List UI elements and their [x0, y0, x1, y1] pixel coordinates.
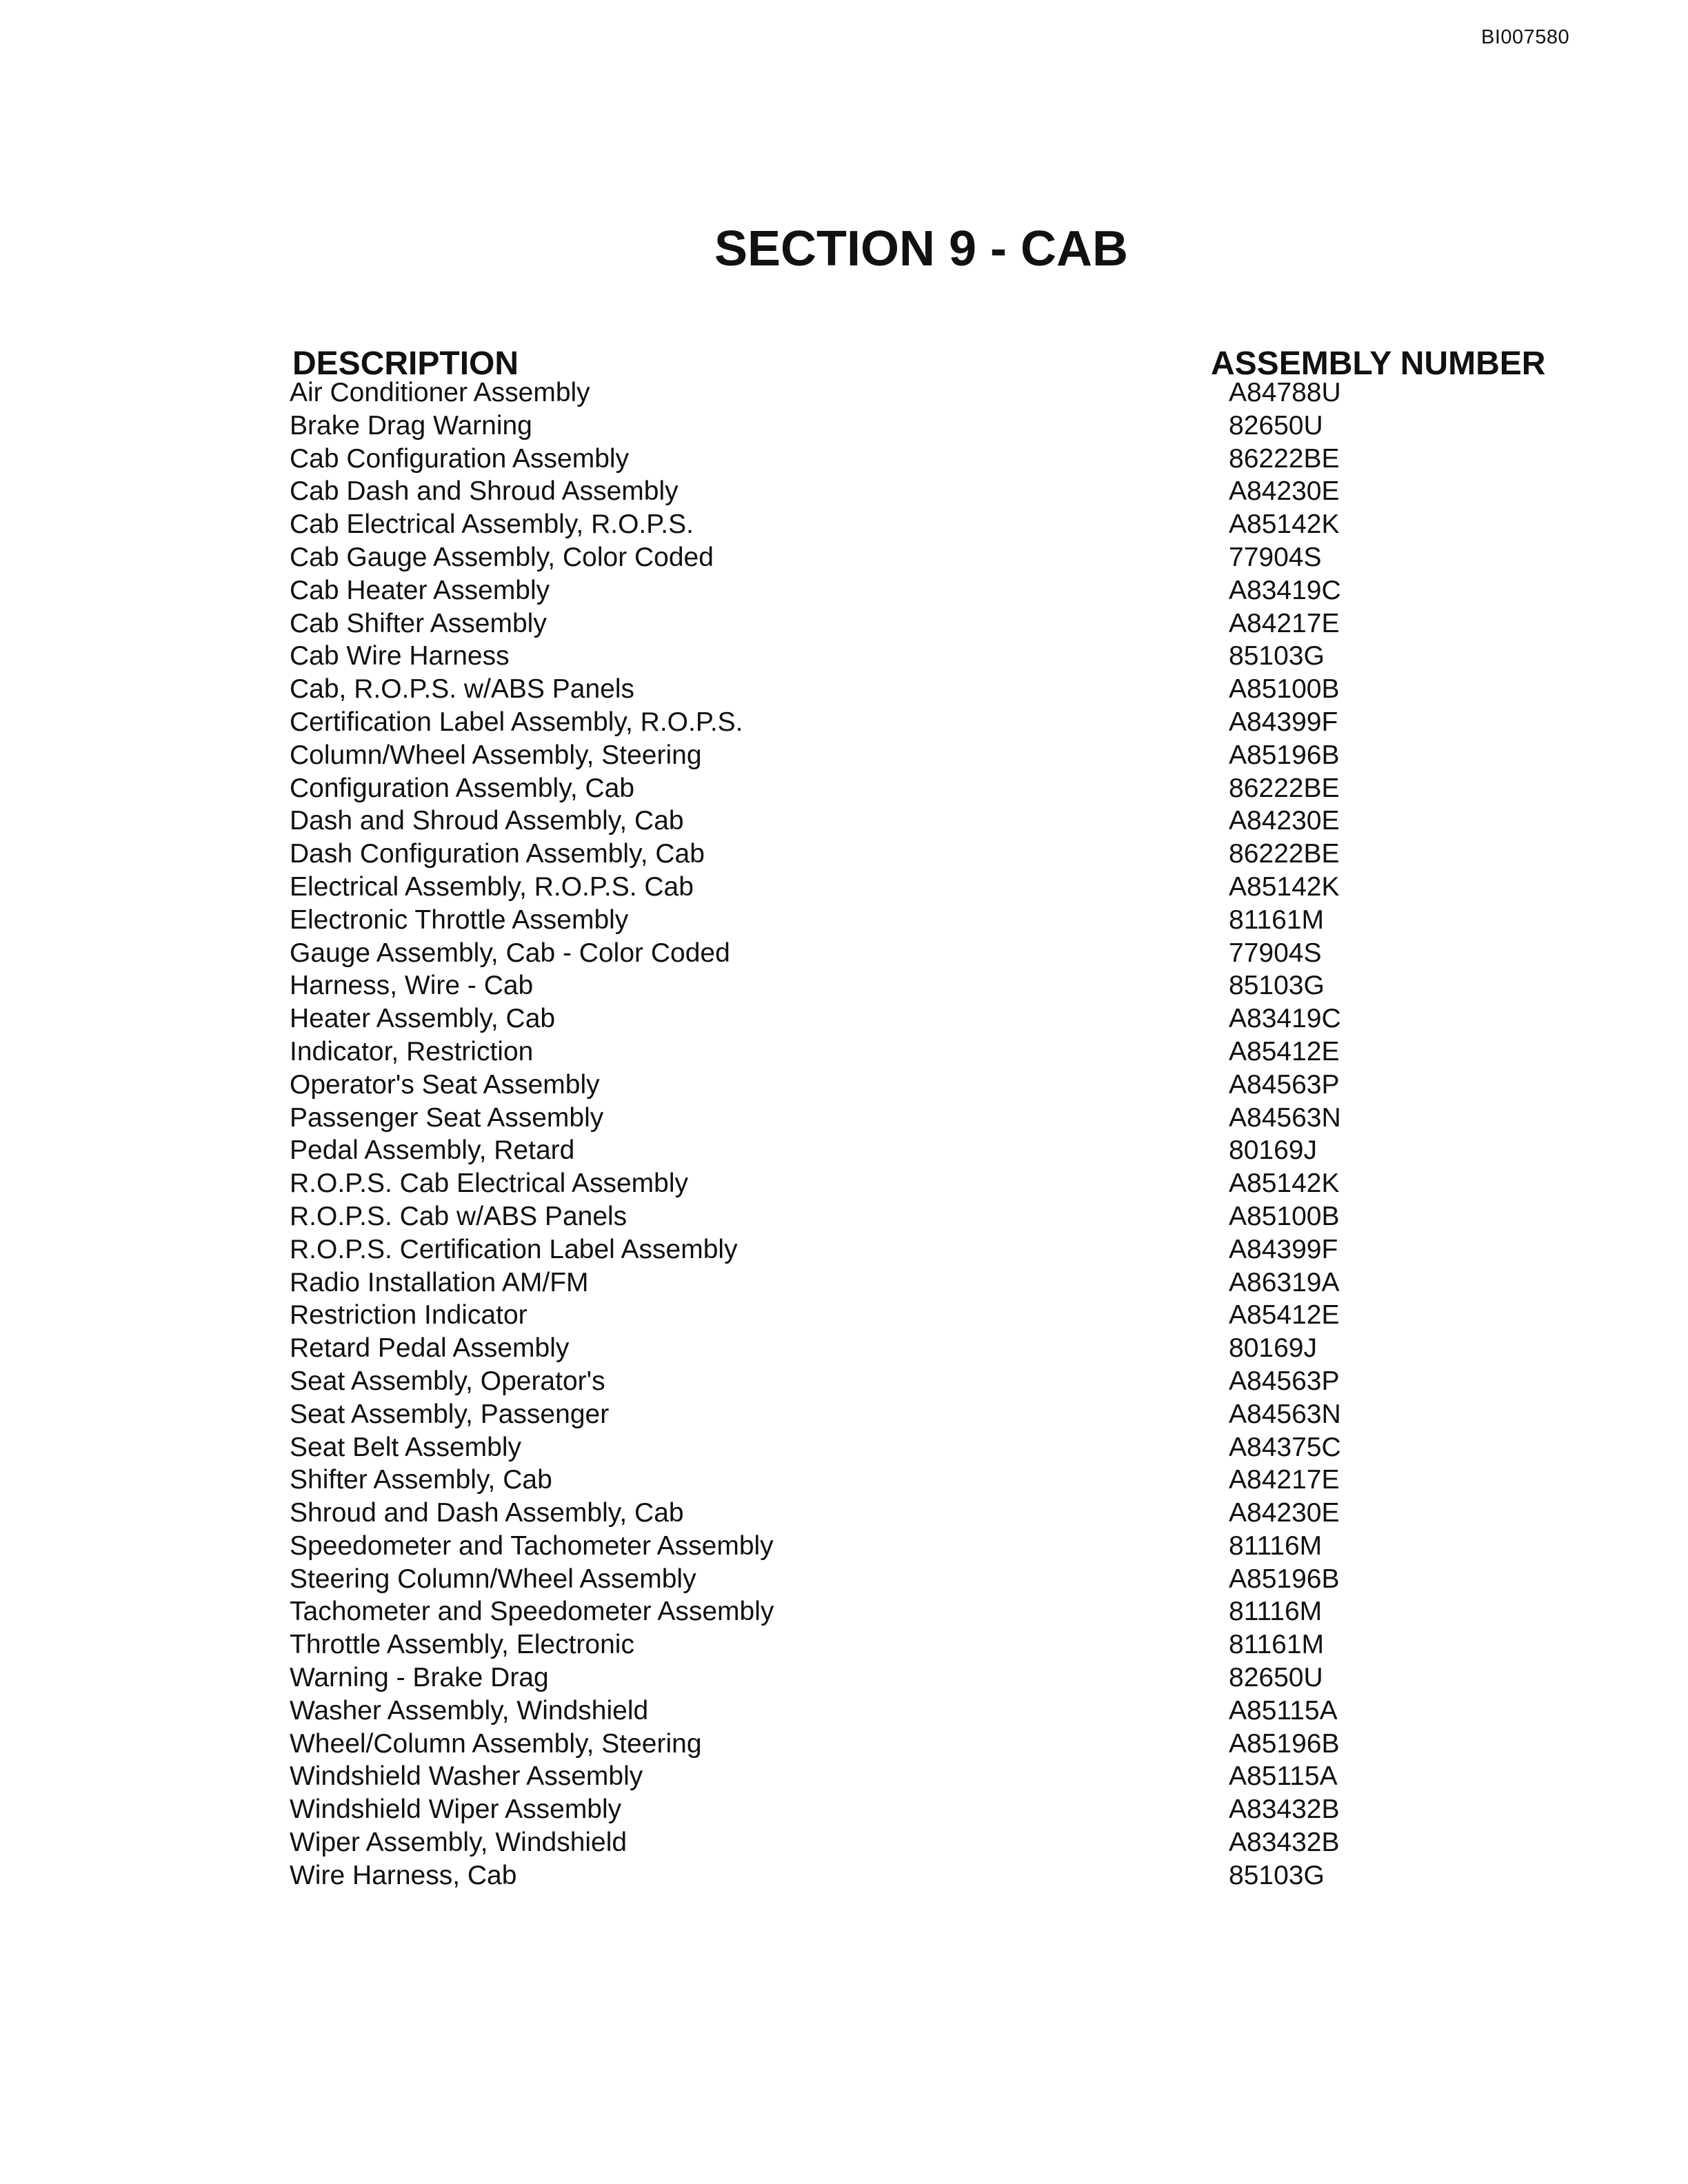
- item-assembly-number: A84563P: [1229, 1069, 1340, 1100]
- item-assembly-number: 81116M: [1229, 1530, 1323, 1561]
- list-item: [0, 1102, 1688, 1135]
- list-item: [0, 607, 1688, 640]
- list-item: [0, 706, 1688, 739]
- item-description: Air Conditioner Assembly: [290, 378, 590, 407]
- list-item: [0, 443, 1688, 476]
- item-description: Washer Assembly, Windshield: [290, 1695, 649, 1726]
- item-assembly-number: 82650U: [1229, 410, 1323, 441]
- item-assembly-number: A84230E: [1229, 1498, 1340, 1528]
- list-item: [0, 1200, 1688, 1233]
- item-description: Pedal Assembly, Retard: [290, 1135, 575, 1166]
- item-description: Restriction Indicator: [290, 1300, 528, 1331]
- list-item: [0, 508, 1688, 541]
- list-item: [0, 1628, 1688, 1661]
- item-description: Windshield Wiper Assembly: [290, 1794, 622, 1825]
- list-item: [0, 1728, 1688, 1761]
- item-description: Seat Assembly, Operator's: [290, 1366, 605, 1396]
- list-item: [0, 805, 1688, 838]
- list-item: [0, 1595, 1688, 1628]
- list-item: [0, 772, 1688, 805]
- item-assembly-number: A84230E: [1229, 476, 1340, 507]
- item-assembly-number: 85103G: [1229, 1860, 1325, 1890]
- item-assembly-number: A84788U: [1229, 378, 1341, 407]
- item-assembly-number: 81116M: [1229, 1597, 1323, 1627]
- item-description: Column/Wheel Assembly, Steering: [290, 740, 702, 770]
- item-assembly-number: A85412E: [1229, 1036, 1340, 1066]
- item-description: Radio Installation AM/FM: [290, 1267, 589, 1297]
- item-description: Gauge Assembly, Cab - Color Coded: [290, 938, 730, 968]
- list-item: [0, 1266, 1688, 1300]
- item-assembly-number: A85100B: [1229, 674, 1340, 705]
- item-assembly-number: A84563P: [1229, 1366, 1340, 1396]
- item-description: Electronic Throttle Assembly: [290, 904, 629, 935]
- list-item: [0, 1299, 1688, 1332]
- list-item: [0, 1497, 1688, 1530]
- list-item: [0, 1134, 1688, 1167]
- item-description: Wheel/Column Assembly, Steering: [290, 1728, 702, 1759]
- item-description: Throttle Assembly, Electronic: [290, 1630, 634, 1660]
- item-description: Speedometer and Tachometer Assembly: [290, 1530, 774, 1561]
- list-item: [0, 1002, 1688, 1035]
- item-assembly-number: 80169J: [1229, 1135, 1317, 1166]
- item-assembly-number: A84399F: [1229, 707, 1338, 737]
- item-assembly-number: A85115A: [1229, 1761, 1338, 1792]
- item-description: Seat Assembly, Passenger: [290, 1399, 610, 1429]
- item-description: Cab Wire Harness: [290, 641, 510, 671]
- item-assembly-number: A86319A: [1229, 1267, 1340, 1297]
- item-assembly-number: A85100B: [1229, 1201, 1340, 1231]
- list-item: [0, 376, 1688, 410]
- item-assembly-number: A85412E: [1229, 1300, 1340, 1331]
- item-assembly-number: 86222BE: [1229, 839, 1340, 869]
- item-description: R.O.P.S. Certification Label Assembly: [290, 1234, 738, 1264]
- item-description: Wire Harness, Cab: [290, 1860, 517, 1890]
- item-description: Indicator, Restriction: [290, 1036, 534, 1066]
- item-assembly-number: A84399F: [1229, 1234, 1338, 1264]
- item-assembly-number: A84563N: [1229, 1102, 1341, 1133]
- item-assembly-number: A85196B: [1229, 1728, 1340, 1759]
- item-description: Cab Gauge Assembly, Color Coded: [290, 542, 714, 572]
- item-description: Configuration Assembly, Cab: [290, 773, 635, 803]
- assembly-number-column-header: ASSEMBLY NUMBER: [1211, 345, 1546, 382]
- list-item: [0, 1069, 1688, 1102]
- list-item: [0, 838, 1688, 871]
- list-item: [0, 1661, 1688, 1695]
- item-assembly-number: A85142K: [1229, 509, 1340, 540]
- list-item: [0, 1530, 1688, 1563]
- list-item: [0, 1365, 1688, 1398]
- item-description: Shroud and Dash Assembly, Cab: [290, 1498, 684, 1528]
- item-description: Warning - Brake Drag: [290, 1663, 549, 1693]
- item-description: Windshield Washer Assembly: [290, 1761, 643, 1792]
- list-item: [0, 1464, 1688, 1497]
- list-item: [0, 673, 1688, 706]
- item-assembly-number: A84217E: [1229, 608, 1340, 638]
- section-title: SECTION 9 - CAB: [714, 221, 1129, 276]
- list-item: [0, 1167, 1688, 1200]
- document-id: BI007580: [1481, 26, 1570, 48]
- item-assembly-number: 82650U: [1229, 1663, 1323, 1693]
- item-description: Retard Pedal Assembly: [290, 1333, 570, 1364]
- item-assembly-number: 77904S: [1229, 938, 1322, 968]
- item-assembly-number: 77904S: [1229, 542, 1322, 572]
- list-item: [0, 1431, 1688, 1464]
- item-assembly-number: 86222BE: [1229, 773, 1340, 803]
- list-item: [0, 410, 1688, 443]
- item-description: Cab, R.O.P.S. w/ABS Panels: [290, 674, 635, 705]
- item-assembly-number: A85196B: [1229, 1564, 1340, 1594]
- list-item: [0, 1233, 1688, 1266]
- item-description: Certification Label Assembly, R.O.P.S.: [290, 707, 743, 737]
- item-description: Harness, Wire - Cab: [290, 971, 534, 1001]
- item-description: Electrical Assembly, R.O.P.S. Cab: [290, 871, 694, 902]
- item-description: Steering Column/Wheel Assembly: [290, 1564, 696, 1594]
- list-item: [0, 937, 1688, 970]
- item-assembly-number: A85196B: [1229, 740, 1340, 770]
- item-assembly-number: A83432B: [1229, 1794, 1340, 1825]
- item-description: R.O.P.S. Cab Electrical Assembly: [290, 1169, 688, 1199]
- item-assembly-number: 81161M: [1229, 904, 1325, 935]
- item-description: Passenger Seat Assembly: [290, 1102, 604, 1133]
- item-description: R.O.P.S. Cab w/ABS Panels: [290, 1201, 627, 1231]
- item-description: Cab Heater Assembly: [290, 575, 550, 605]
- list-item: [0, 1035, 1688, 1069]
- item-assembly-number: A83419C: [1229, 1004, 1341, 1034]
- item-description: Seat Belt Assembly: [290, 1432, 521, 1462]
- item-assembly-number: 86222BE: [1229, 443, 1340, 474]
- item-assembly-number: A84375C: [1229, 1432, 1341, 1462]
- item-description: Brake Drag Warning: [290, 410, 532, 441]
- list-item: [0, 640, 1688, 673]
- list-item: [0, 1332, 1688, 1365]
- list-item: [0, 1826, 1688, 1859]
- item-description: Shifter Assembly, Cab: [290, 1465, 552, 1495]
- list-item: [0, 541, 1688, 574]
- item-assembly-number: A85115A: [1229, 1695, 1338, 1726]
- item-description: Cab Dash and Shroud Assembly: [290, 476, 679, 507]
- item-assembly-number: A85142K: [1229, 1169, 1340, 1199]
- item-description: Operator's Seat Assembly: [290, 1069, 600, 1100]
- item-assembly-number: A83419C: [1229, 575, 1341, 605]
- item-description: Dash Configuration Assembly, Cab: [290, 839, 705, 869]
- item-assembly-number: 80169J: [1229, 1333, 1317, 1364]
- item-assembly-number: 81161M: [1229, 1630, 1325, 1660]
- list-item: [0, 904, 1688, 937]
- item-description: Heater Assembly, Cab: [290, 1004, 556, 1034]
- item-assembly-number: A84217E: [1229, 1465, 1340, 1495]
- item-description: Tachometer and Speedometer Assembly: [290, 1597, 774, 1627]
- list-item: [0, 739, 1688, 772]
- list-item: [0, 574, 1688, 607]
- item-description: Cab Configuration Assembly: [290, 443, 630, 474]
- item-assembly-number: A85142K: [1229, 871, 1340, 902]
- item-assembly-number: A84563N: [1229, 1399, 1341, 1429]
- list-item: [0, 1760, 1688, 1793]
- list-item: [0, 1563, 1688, 1596]
- list-item: [0, 871, 1688, 904]
- list-item: [0, 1859, 1688, 1892]
- list-item: [0, 969, 1688, 1002]
- item-assembly-number: 85103G: [1229, 641, 1325, 671]
- item-description: Cab Shifter Assembly: [290, 608, 547, 638]
- item-description: Dash and Shroud Assembly, Cab: [290, 806, 684, 836]
- list-item: [0, 1398, 1688, 1431]
- list-item: [0, 475, 1688, 508]
- list-item: [0, 1695, 1688, 1728]
- assembly-index-list: [0, 376, 1688, 1892]
- list-item: [0, 1793, 1688, 1826]
- item-description: Cab Electrical Assembly, R.O.P.S.: [290, 509, 694, 540]
- item-assembly-number: A83432B: [1229, 1828, 1340, 1858]
- item-assembly-number: A84230E: [1229, 806, 1340, 836]
- item-assembly-number: 85103G: [1229, 971, 1325, 1001]
- item-description: Wiper Assembly, Windshield: [290, 1828, 627, 1858]
- description-column-header: DESCRIPTION: [292, 345, 519, 382]
